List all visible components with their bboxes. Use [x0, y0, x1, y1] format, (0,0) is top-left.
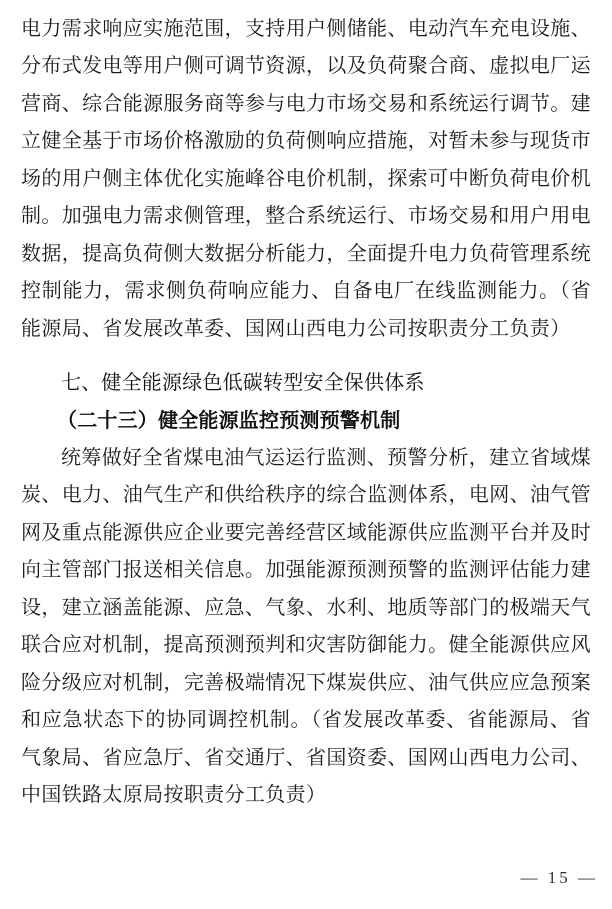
section-heading: 七、健全能源绿色低碳转型安全保供体系 — [61, 372, 425, 395]
subsection-heading: （二十三）健全能源监控预测预警机制 — [57, 409, 401, 432]
document-content — [21, 0, 591, 815]
page-number: — 15 — — [520, 868, 598, 887]
paragraph-continuation: 电力需求响应实施范围，支持用户侧储能、电动汽车充电设施、分布式发电等用户侧可调节资源，以及负荷聚合商、虚拟电厂运营商、综合能源服务商等参与电力市场交易和系统运行调节。建立健全基于市场价格激励的负荷侧响应措施，对暂未参与现货市场的用户侧主体优化实施峰谷电价机制，探索可中断负荷电价机制。加强电力需求侧管理，整合系统运行、市场交易和用户用电数据，提高负荷侧大数据分析能力，全面提升电力负荷管理系统控制能力，需求侧负荷响应能力、自备电厂在线监测能力。（省能源局、省发展改革委、国网山西电力公司按职责分工负责） — [21, 18, 591, 340]
paragraph-body: 统筹做好全省煤电油气运运行监测、预警分析，建立省域煤炭、电力、油气生产和供给秩序的综合监测体系，电网、油气管网及重点能源供应企业要完善经营区域能源供应监测平台并及时向主管部门报送相关信息。加强能源预测预警的监测评估能力建设，建立涵盖能源、应急、气象、水利、地质等部门的极端天气联合应对机制，提高预测预判和灾害防御能力。健全能源供应风险分级应对机制，完善极端情况下煤炭供应、油气供应应急预案和应急状态下的协同调控机制。（省发展改革委、省能源局、省气象局、省应急厅、省交通厅、省国资委、国网山西电力公司、中国铁路太原局按职责分工负责） — [21, 446, 591, 807]
